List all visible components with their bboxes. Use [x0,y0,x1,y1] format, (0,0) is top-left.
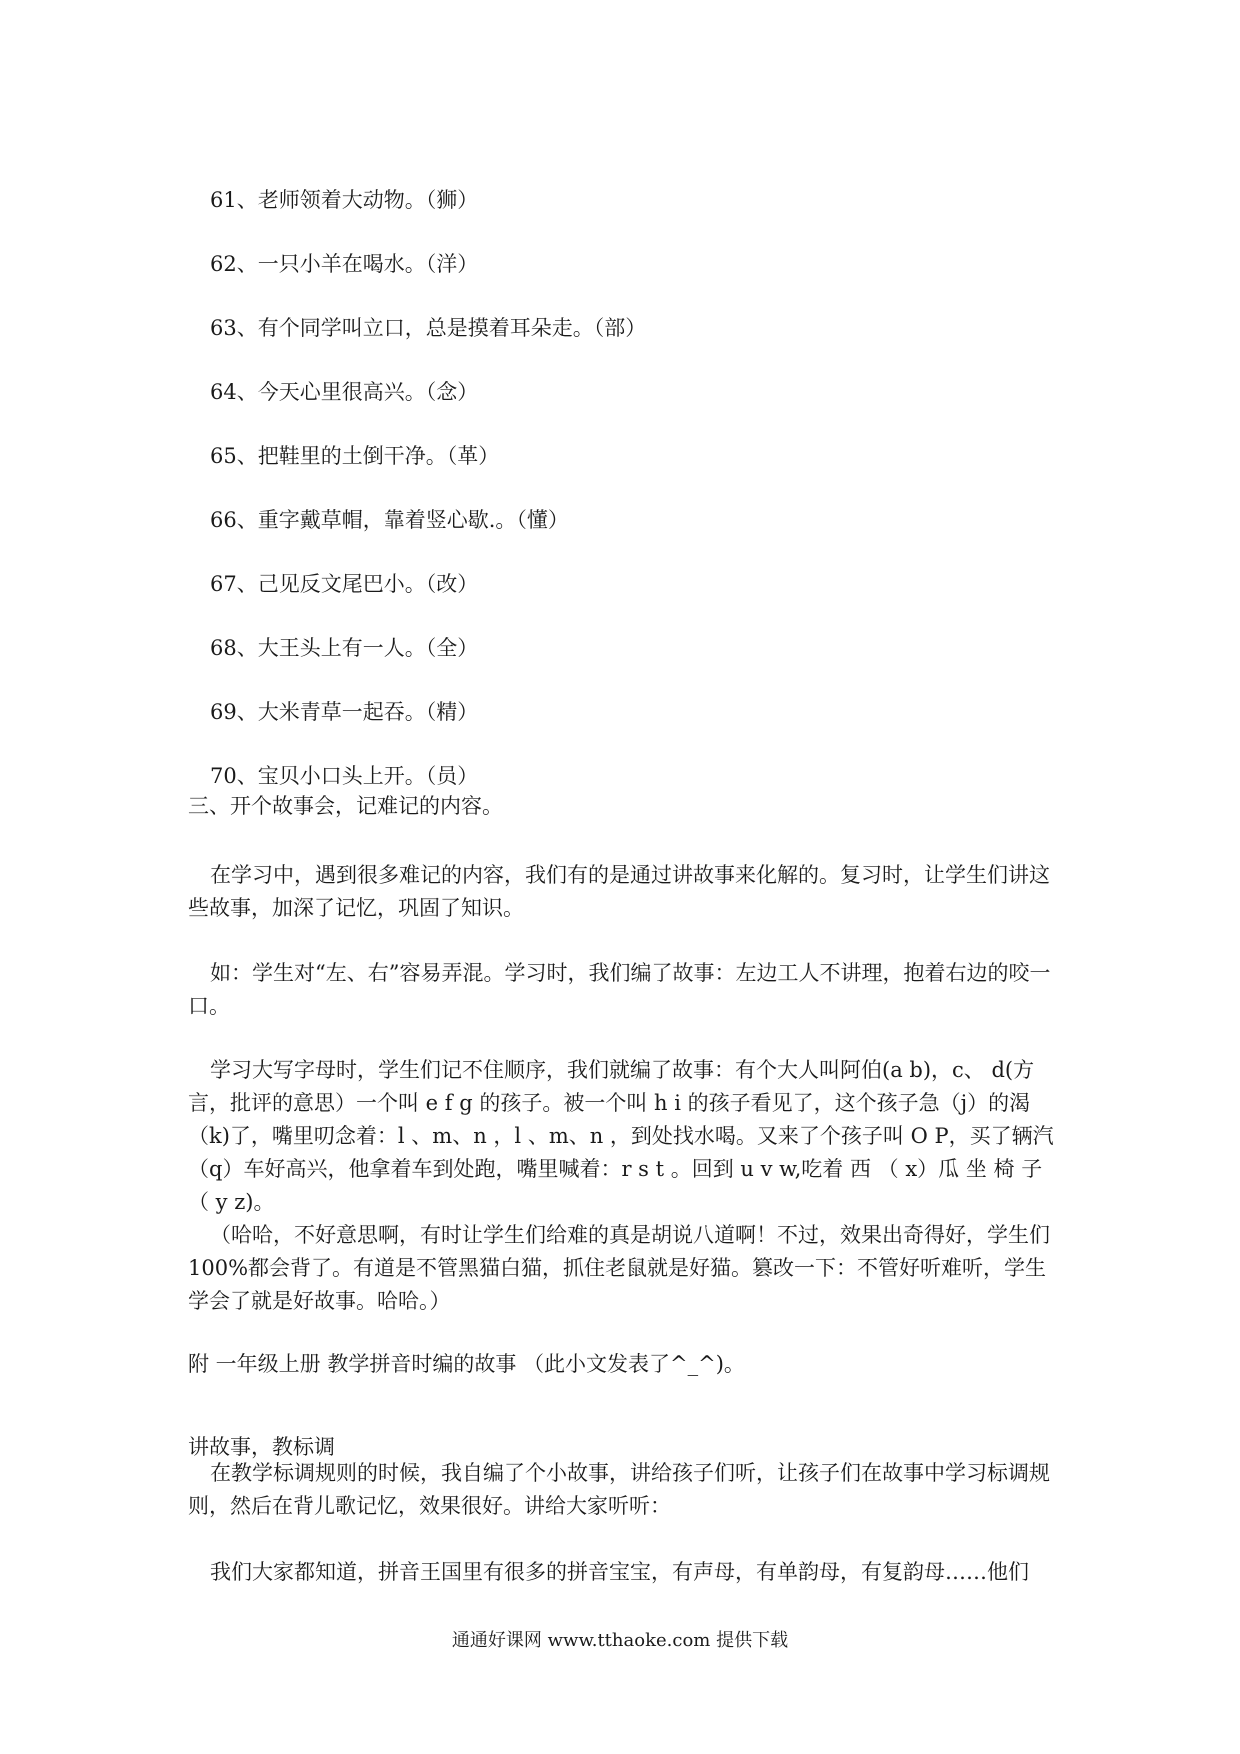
riddle-item: 67、己见反文尾巴小。（改） [210,572,479,596]
section-heading: 三、开个故事会，记难记的内容。 [188,794,503,818]
riddle-item: 66、重字戴草帽，靠着竖心歇.。（懂） [210,508,569,532]
riddle-item: 64、今天心里很高兴。（念） [210,380,479,404]
riddle-item: 68、大王头上有一人。（全） [210,636,479,660]
riddle-item: 61、老师领着大动物。（狮） [210,188,479,212]
page-footer: 通通好课网 www.tthaoke.com 提供下载 [451,1630,789,1651]
paragraph: （哈哈，不好意思啊，有时让学生们给难的真是胡说八道啊！不过，效果出奇得好，学生们 100%都会背了。有道是不管黑猫白猫，抓住老鼠就是好猫。篡改一下：不管好听难听，学生学会了就是好故事。哈哈。） [188,1223,1050,1313]
paragraph: 在学习中，遇到很多难记的内容，我们有的是通过讲故事来化解的。复习时，让学生们讲这些故事，加深了记忆，巩固了知识。 [188,863,1050,920]
riddle-item: 65、把鞋里的土倒干净。（革） [210,444,500,468]
paragraph: 在教学标调规则的时候，我自编了个小故事，讲给孩子们听，让孩子们在故事中学习标调规则，然后在背儿歌记忆，效果很好。讲给大家听听： [188,1461,1050,1518]
riddle-item: 69、大米青草一起吞。（精） [210,700,479,724]
appendix-subtitle: 讲故事，教标调 [188,1435,335,1459]
paragraph: 学习大写字母时，学生们记不住顺序，我们就编了故事：有个大人叫阿伯(a b)，c、 d(方言，批评的意思）一个叫 e f g 的孩子。被一个叫 h i 的孩子看见了，这个孩子急（j）的渴（k)了，嘴里叨念着：l 、m、n ，l 、m、n ，到处找水喝。又来了个孩子叫 O P，买了辆汽（q）车好高兴，他拿着车到处跑，嘴里喊着：r s t 。回到 u v w,吃着 西 （ x）瓜 坐 椅 子（ y z)。 [188,1058,1054,1214]
riddle-item: 63、有个同学叫立口，总是摸着耳朵走。（部） [210,316,647,340]
paragraph: 如：学生对“左、右”容易弄混。学习时，我们编了故事：左边工人不讲理，抱着右边的咬一口。 [188,961,1051,1018]
appendix-title: 附 一年级上册 教学拼音时编的故事 （此小文发表了^_^)。 [188,1352,745,1376]
riddle-item: 62、一只小羊在喝水。（洋） [210,252,479,276]
riddle-item: 70、宝贝小口头上开。（员） [210,764,479,788]
paragraph: 我们大家都知道，拼音王国里有很多的拼音宝宝，有声母，有单韵母，有复韵母……他们 [210,1560,1029,1584]
